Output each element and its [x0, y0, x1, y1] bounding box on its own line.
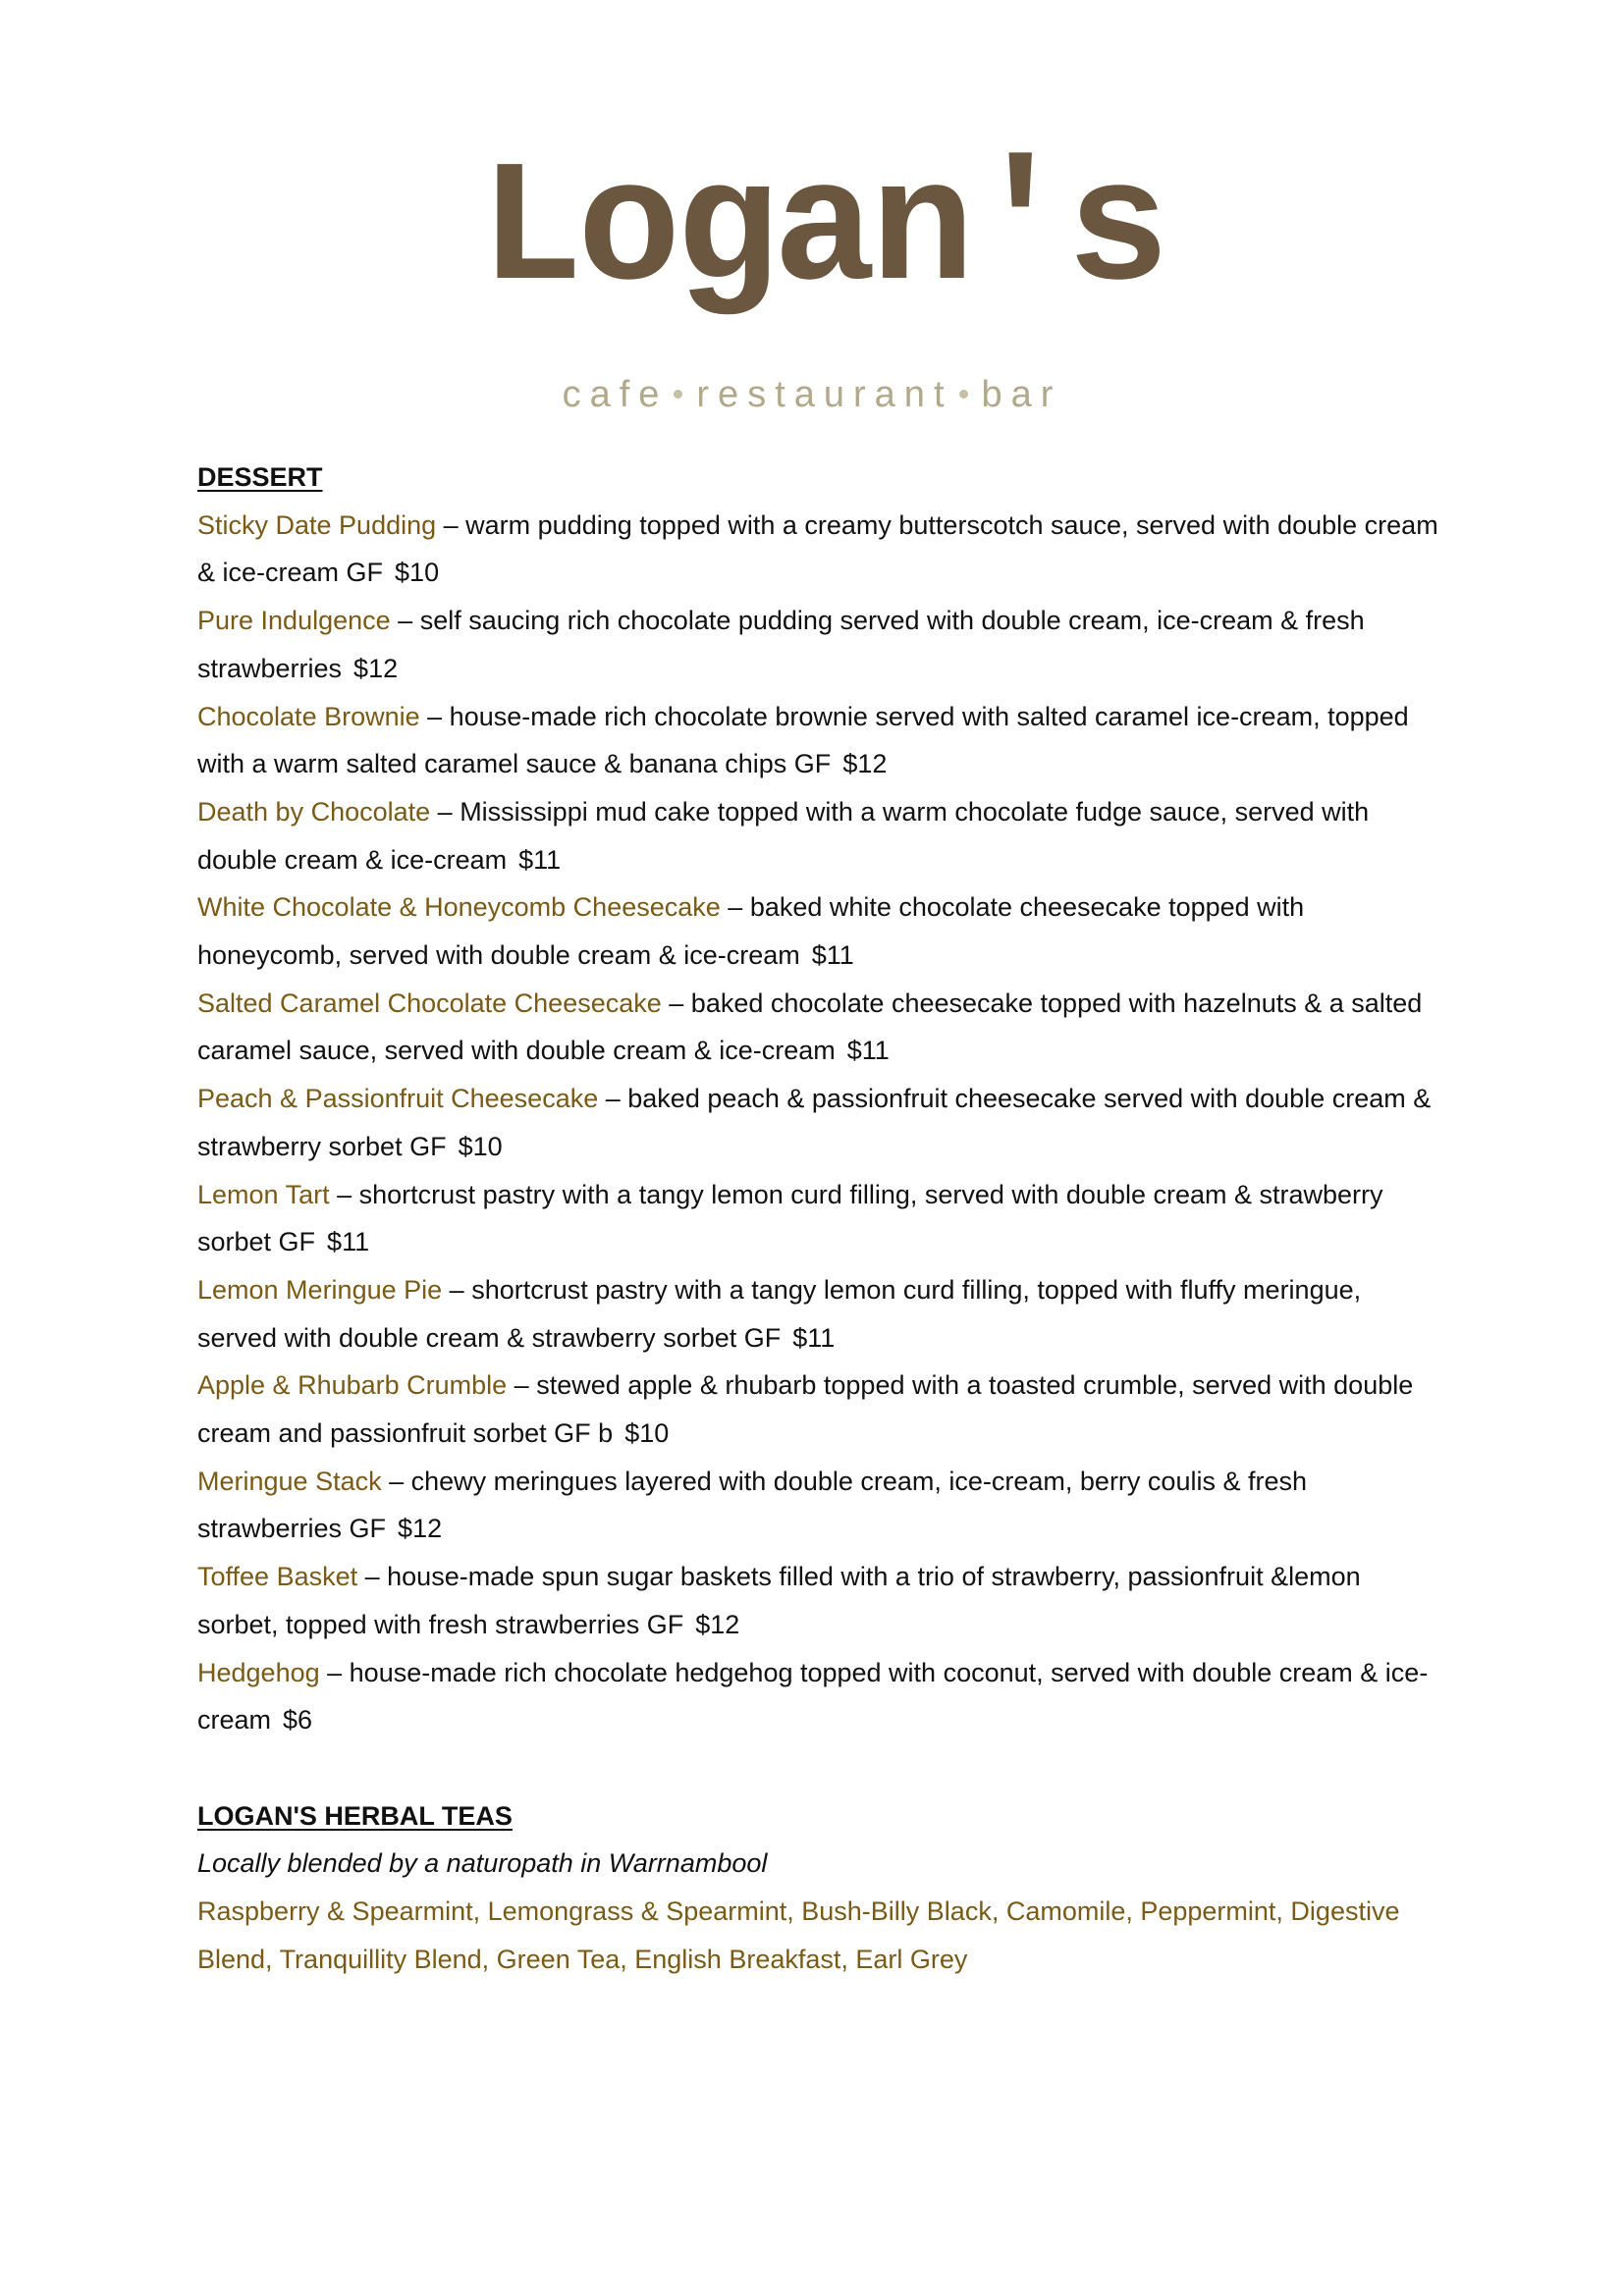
- item-price: $11: [811, 940, 854, 971]
- tagline-dot-icon: [674, 390, 682, 399]
- item-price: $10: [624, 1418, 670, 1449]
- tagline-dot-icon: [959, 390, 968, 399]
- item-name: Toffee Basket: [197, 1562, 358, 1592]
- item-price: $12: [398, 1514, 443, 1544]
- item-name: White Chocolate & Honeycomb Cheesecake: [197, 892, 721, 923]
- tea-list: Raspberry & Spearmint, Lemongrass & Spearmint, Bush-Billy Black, Camomile, Peppermint, Digestive Blend, Tranquillity Blend, Green Tea, English Breakfast, Earl Grey: [197, 1896, 1400, 1974]
- menu-item: [197, 788, 1444, 883]
- menu-item: [197, 980, 1444, 1075]
- item-price: $12: [842, 749, 888, 779]
- item-separator: –: [390, 606, 420, 636]
- item-price: $10: [395, 558, 440, 588]
- item-description: house-made rich chocolate hedgehog topped with coconut, served with double cream & ice-cream: [197, 1657, 1429, 1735]
- item-separator: –: [319, 1657, 350, 1687]
- item-price: $11: [792, 1322, 836, 1353]
- teas-heading: LOGAN'S HERBAL TEAS: [197, 1800, 513, 1831]
- item-description: baked peach & passionfruit cheesecake served with double cream & strawberry sorbet GF: [197, 1084, 1432, 1161]
- item-description: chewy meringues layered with double cream, ice-cream, berry coulis & fresh strawberries GF: [197, 1466, 1307, 1544]
- item-name: Chocolate Brownie: [197, 701, 420, 731]
- item-description: baked white chocolate cheesecake topped with honeycomb, served with double cream & ice-cream: [197, 892, 1305, 971]
- item-description: baked chocolate cheesecake topped with hazelnuts & a salted caramel sauce, served with double cream & ice-cream: [197, 988, 1423, 1066]
- item-price: $12: [695, 1609, 740, 1639]
- item-name: Salted Caramel Chocolate Cheesecake: [197, 988, 662, 1018]
- section-spacer: [197, 1744, 1444, 1792]
- item-price: $6: [283, 1705, 313, 1735]
- item-name: Apple & Rhubarb Crumble: [197, 1370, 508, 1401]
- item-description: stewed apple & rhubarb topped with a toasted crumble, served with double cream and passionfruit sorbet GF b: [197, 1370, 1414, 1449]
- item-name: Pure Indulgence: [197, 606, 391, 636]
- tagline-bar: bar: [981, 374, 1062, 415]
- item-description: shortcrust pastry with a tangy lemon curd filling, topped with fluffy meringue, served with double cream & strawberry sorbet GF: [197, 1274, 1362, 1353]
- teas-subtitle: Locally blended by a naturopath in Warrnambool: [197, 1848, 768, 1879]
- dessert-heading: DESSERT: [197, 462, 323, 492]
- menu-item: [197, 1553, 1444, 1648]
- item-price: $11: [518, 844, 562, 875]
- item-name: Death by Chocolate: [197, 796, 431, 827]
- item-separator: –: [436, 509, 466, 540]
- item-separator: –: [381, 1466, 411, 1496]
- menu-item: [197, 1171, 1444, 1266]
- dessert-list: [197, 502, 1444, 1744]
- item-price: $12: [353, 653, 399, 683]
- item-separator: –: [419, 701, 450, 731]
- logo: [0, 133, 1624, 330]
- item-name: Lemon Tart: [197, 1179, 330, 1209]
- menu-item: [197, 502, 1444, 597]
- menu-item: [197, 1266, 1444, 1362]
- menu-item: [197, 1362, 1444, 1457]
- item-name: Peach & Passionfruit Cheesecake: [197, 1084, 599, 1114]
- menu-content: [197, 454, 1444, 1983]
- item-separator: –: [329, 1179, 359, 1209]
- item-description: self saucing rich chocolate pudding served with double cream, ice-cream & fresh strawberries: [197, 606, 1365, 683]
- item-description: shortcrust pastry with a tangy lemon curd filling, served with double cream & strawberry sorbet GF: [197, 1179, 1383, 1257]
- item-description: warm pudding topped with a creamy butterscotch sauce, served with double cream & ice-cream GF: [197, 509, 1438, 588]
- item-price: $10: [458, 1131, 503, 1161]
- item-separator: –: [598, 1084, 628, 1114]
- menu-item: [197, 597, 1444, 692]
- menu-item: [197, 1075, 1444, 1170]
- item-description: Mississippi mud cake topped with a warm chocolate fudge sauce, served with double cream & ice-cream: [197, 796, 1370, 875]
- item-description: house-made spun sugar baskets filled with a trio of strawberry, passionfruit &lemon sorbet, topped with fresh strawberries GF: [197, 1562, 1361, 1639]
- logo-tagline: [0, 376, 1624, 413]
- item-name: Lemon Meringue Pie: [197, 1274, 443, 1305]
- item-price: $11: [846, 1036, 890, 1066]
- item-price: $11: [327, 1227, 370, 1257]
- item-separator: –: [661, 988, 691, 1018]
- item-name: Sticky Date Pudding: [197, 509, 437, 540]
- item-separator: –: [720, 892, 750, 923]
- logo-wordmark: Logan's: [479, 133, 1164, 330]
- menu-item: [197, 1649, 1444, 1744]
- menu-item: [197, 883, 1444, 979]
- menu-item: [197, 693, 1444, 788]
- item-description: house-made rich chocolate brownie served with salted caramel ice-cream, topped with a warm salted caramel sauce & banana chips GF: [197, 701, 1409, 779]
- tagline-restaurant: restaurant: [696, 374, 953, 415]
- menu-item: [197, 1458, 1444, 1553]
- item-separator: –: [430, 796, 460, 827]
- item-separator: –: [357, 1562, 388, 1592]
- item-separator: –: [507, 1370, 537, 1401]
- item-name: Hedgehog: [197, 1657, 320, 1687]
- tagline-cafe: cafe: [562, 374, 669, 415]
- item-name: Meringue Stack: [197, 1466, 382, 1496]
- item-separator: –: [442, 1274, 472, 1305]
